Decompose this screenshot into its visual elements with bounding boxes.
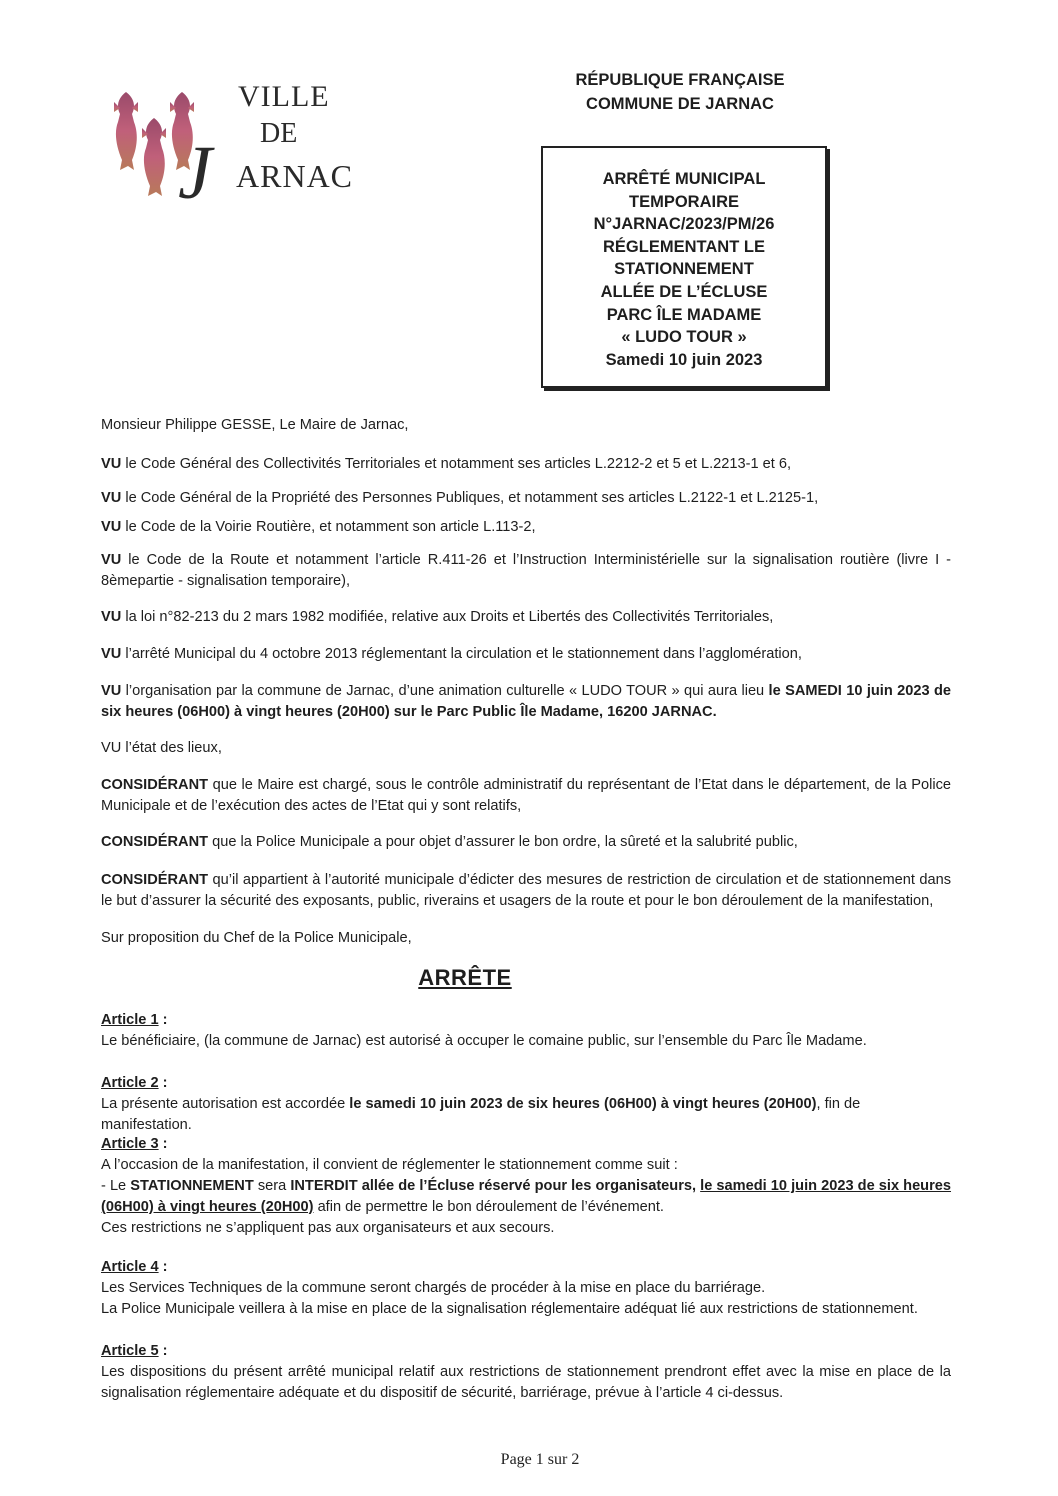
logo-ville: VILLE bbox=[238, 80, 330, 113]
proposal-line: Sur proposition du Chef de la Police Municipale, bbox=[101, 930, 412, 946]
town-logo bbox=[108, 80, 388, 230]
decree-title bbox=[543, 168, 825, 371]
vu-2: VU le Code Général de la Propriété des Personnes Publiques, et notamment ses articles L.2122-1 et L.2125-1, bbox=[101, 490, 819, 506]
vu-8: VU l’état des lieux, bbox=[101, 740, 222, 756]
title-line: RÉGLEMENTANT LE bbox=[603, 237, 765, 256]
article-3: Article 3 : A l’occasion de la manifestation, il convient de réglementer le stationnement comme suit : - Le STATIONNEMENT sera INTERDIT allée de l’Écluse réservé pour les organisateurs, le samedi 10 juin 2023 de six heures (06H00) à vingt heures (20H00) afin de permettre le bon déroulement de l’événement. Ces restrictions ne s’appliquent pas aux organisateurs et aux secours. bbox=[101, 1136, 952, 1236]
title-line: « LUDO TOUR » bbox=[621, 328, 747, 347]
title-line: ARRÊTÉ MUNICIPAL bbox=[602, 170, 766, 188]
vu-3: VU le Code de la Voirie Routière, et notamment son article L.113-2, bbox=[101, 519, 536, 535]
title-line: PARC ÎLE MADAME bbox=[606, 305, 762, 324]
logo-de: DE bbox=[260, 118, 298, 149]
vu-6: VU l’arrêté Municipal du 4 octobre 2013 réglementant la circulation et le stationnement dans l’agglomération, bbox=[101, 646, 802, 662]
vu-4: VU le Code de la Route et notamment l’article R.411-26 et l’Instruction Interministérielle sur la signalisation routière (livre I - 8èmepartie - signalisation temporaire), bbox=[101, 552, 951, 589]
logo-initial: J bbox=[178, 131, 212, 215]
title-line: STATIONNEMENT bbox=[614, 260, 754, 279]
article-2: Article 2 : La présente autorisation est accordée le samedi 10 juin 2023 de six heures (06H00) à vingt heures (20H00), fin de manifestation. bbox=[101, 1075, 861, 1133]
commune-line: COMMUNE DE JARNAC bbox=[586, 95, 774, 113]
title-line: N°JARNAC/2023/PM/26 bbox=[593, 215, 775, 234]
title-line: Samedi 10 juin 2023 bbox=[605, 350, 763, 369]
logo-arnac: ARNAC bbox=[236, 158, 354, 194]
vu-7: VU l’organisation par la commune de Jarnac, d’une animation culturelle « LUDO TOUR » qui aura lieu le SAMEDI 10 juin 2023 de six heures (06H00) à vingt heures (20H00) sur le Parc Public Île Madame, 16200 JARNAC. bbox=[101, 683, 951, 720]
article-5: Article 5 : Les dispositions du présent arrêté municipal relatif aux restrictions de stationnement prendront effet avec la mise en place de la signalisation réglementaire adéquate et du dispositif de sécurité, barriérage, prévue à l’article 4 ci-dessus. bbox=[101, 1343, 951, 1401]
vu-1: VU le Code Général des Collectivités Territoriales et notamment ses articles L.2212-2 et 5 et L.2213-1 et 6, bbox=[101, 456, 792, 472]
decree-title-box bbox=[541, 146, 827, 388]
considerant-2: CONSIDÉRANT que la Police Municipale a pour objet d’assurer le bon ordre, la sûreté et la salubrité public, bbox=[101, 834, 798, 850]
republic-line: RÉPUBLIQUE FRANÇAISE bbox=[575, 71, 785, 89]
article-1: Article 1 : Le bénéficiaire, (la commune de Jarnac) est autorisé à occuper le comaine public, sur l’ensemble du Parc Île Madame. bbox=[101, 1012, 867, 1049]
vu-5: VU la loi n°82-213 du 2 mars 1982 modifiée, relative aux Droits et Libertés des Collectivités Territoriales, bbox=[101, 609, 774, 625]
title-line: ALLÉE DE L’ÉCLUSE bbox=[600, 282, 768, 301]
considerant-3: CONSIDÉRANT qu’il appartient à l’autorité municipale d’édicter des mesures de restriction de circulation et de stationnement dans le but d’assurer la sécurité des exposants, public, riverains et usagers de la route et pour le bon déroulement de la manifestation, bbox=[101, 872, 951, 909]
intro-line: Monsieur Philippe GESSE, Le Maire de Jarnac, bbox=[101, 417, 409, 433]
arrete-heading: ARRÊTE bbox=[418, 965, 512, 990]
republic-header bbox=[560, 68, 800, 116]
page-number: Page 1 sur 2 bbox=[500, 1451, 580, 1468]
title-line: TEMPORAIRE bbox=[628, 192, 739, 211]
considerant-1: CONSIDÉRANT que le Maire est chargé, sous le contrôle administratif du représentant de l’Etat dans le département, de la Police Municipale et de l’exécution des actes de l’Etat qui y sont relatifs, bbox=[101, 777, 951, 814]
article-4: Article 4 : Les Services Techniques de la commune seront chargés de procéder à la mise en place du barriérage. La Police Municipale veillera à la mise en place de la signalisation réglementaire adéquat lié aux restrictions de stationnement. bbox=[101, 1259, 918, 1317]
